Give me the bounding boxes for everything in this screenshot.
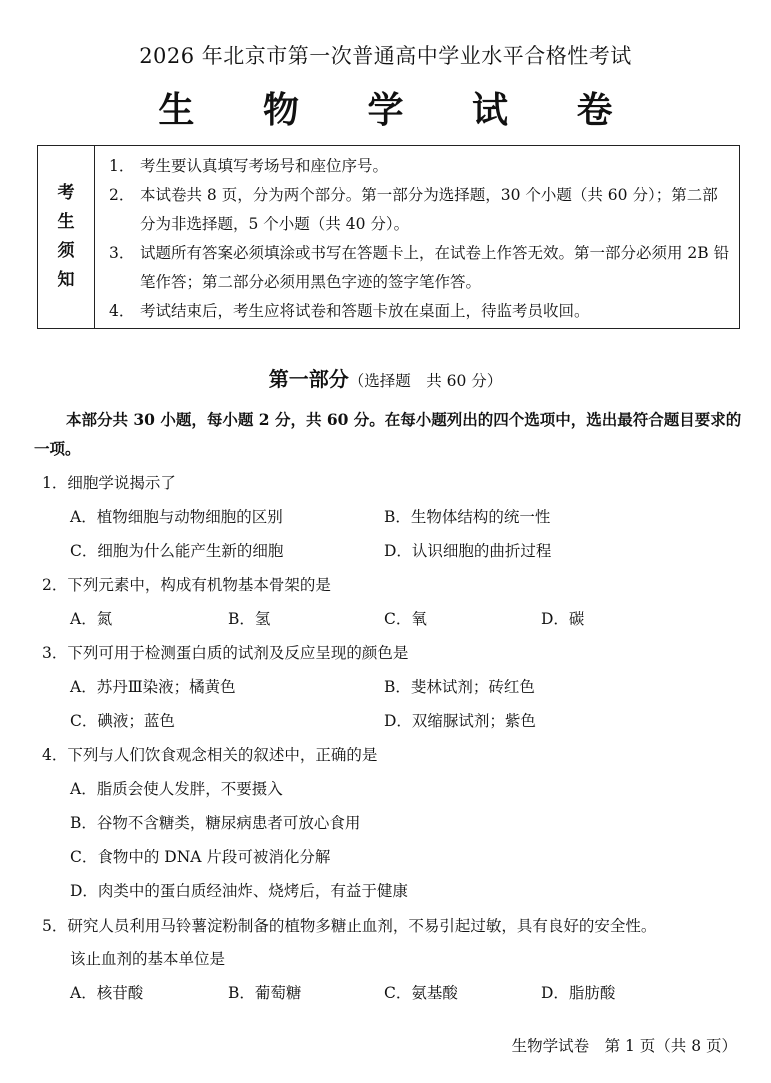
- question-2-option-a: A．氮: [70, 610, 113, 628]
- notice-item-text: 本试卷共 8 页，分为两个部分。第一部分为选择题，30 个小题（共 60 分）；第二部分为非选择题，5 个小题（共 40 分）。: [140, 186, 718, 233]
- question-1-option-b: B．生物体结构的统一性: [384, 508, 551, 526]
- notice-list: [95, 146, 739, 328]
- part-one-heading: [0, 363, 771, 392]
- question-5-stem: 5．研究人员利用马铃薯淀粉制备的植物多糖止血剂，不易引起过敏，具有良好的安全性。: [42, 917, 657, 935]
- question-3-stem: 3．下列可用于检测蛋白质的试剂及反应呈现的颜色是: [42, 644, 409, 662]
- part-one-instructions: 本部分共 30 小题，每小题 2 分，共 60 分。在每小题列出的四个选项中，选出最符合题目要求的一项。: [34, 410, 742, 458]
- part-one-title: 第一部分: [268, 367, 349, 391]
- notice-item: [109, 152, 731, 181]
- notice-label-char: 考: [57, 183, 75, 203]
- notice-item: [109, 181, 731, 239]
- exam-title: 2026 年北京市第一次普通高中学业水平合格性考试: [139, 44, 632, 68]
- notice-box: [37, 145, 740, 329]
- notice-item-number: 3．: [109, 244, 135, 262]
- question-4-option-b: B．谷物不含糖类，糖尿病患者可放心食用: [70, 814, 361, 832]
- question-3-option-c: C．碘液；蓝色: [70, 712, 175, 730]
- question-5-option-d: D．脂肪酸: [541, 984, 616, 1002]
- question-3-option-d: D．双缩脲试剂；紫色: [384, 712, 536, 730]
- notice-label-char: 生: [57, 212, 75, 232]
- question-3-option-a: A．苏丹Ⅲ染液；橘黄色: [70, 678, 236, 696]
- part-one-subtitle: （选择题 共 60 分）: [348, 372, 503, 390]
- notice-item-text: 考生要认真填写考场号和座位序号。: [140, 157, 389, 175]
- question-1-option-d: D．认识细胞的曲折过程: [384, 542, 552, 560]
- notice-label: [38, 146, 95, 328]
- question-4-option-d: D．肉类中的蛋白质经油炸、烧烤后，有益于健康: [70, 882, 408, 900]
- notice-item-number: 1．: [109, 157, 135, 175]
- question-5-option-a: A．核苷酸: [70, 984, 144, 1002]
- question-2-option-c: C．氧: [384, 610, 427, 628]
- notice-item-text: 试题所有答案必须填涂或书写在答题卡上，在试卷上作答无效。第一部分必须用 2B 铅笔作答；第二部分必须用黑色字迹的签字笔作答。: [140, 244, 730, 291]
- question-1-stem: 1．细胞学说揭示了: [42, 474, 176, 492]
- notice-label-char: 知: [57, 270, 75, 290]
- question-4-option-a: A．脂质会使人发胖，不要摄入: [70, 780, 283, 798]
- question-4-option-c: C．食物中的 DNA 片段可被消化分解: [70, 848, 331, 866]
- notice-label-char: 须: [57, 241, 75, 261]
- notice-item-number: 4．: [109, 302, 135, 320]
- notice-item-text: 考试结束后，考生应将试卷和答题卡放在桌面上，待监考员收回。: [140, 302, 590, 320]
- question-3-option-b: B．斐林试剂；砖红色: [384, 678, 535, 696]
- notice-item: [109, 239, 731, 297]
- question-5-stem-continued: 该止血剂的基本单位是: [70, 950, 226, 968]
- question-1-option-a: A．植物细胞与动物细胞的区别: [70, 508, 283, 526]
- notice-item-number: 2．: [109, 186, 135, 204]
- notice-item: [109, 297, 731, 326]
- question-2-stem: 2．下列元素中，构成有机物基本骨架的是: [42, 576, 331, 594]
- question-2-option-d: D．碳: [541, 610, 585, 628]
- page-footer: 生物学试卷 第 1 页（共 8 页）: [511, 1037, 737, 1055]
- question-4-stem: 4．下列与人们饮食观念相关的叙述中，正确的是: [42, 746, 378, 764]
- question-2-option-b: B．氢: [228, 610, 271, 628]
- question-5-option-b: B．葡萄糖: [228, 984, 302, 1002]
- question-5-option-c: C．氨基酸: [384, 984, 458, 1002]
- subject-title: 生 物 学 试 卷: [158, 89, 641, 131]
- question-1-option-c: C．细胞为什么能产生新的细胞: [70, 542, 284, 560]
